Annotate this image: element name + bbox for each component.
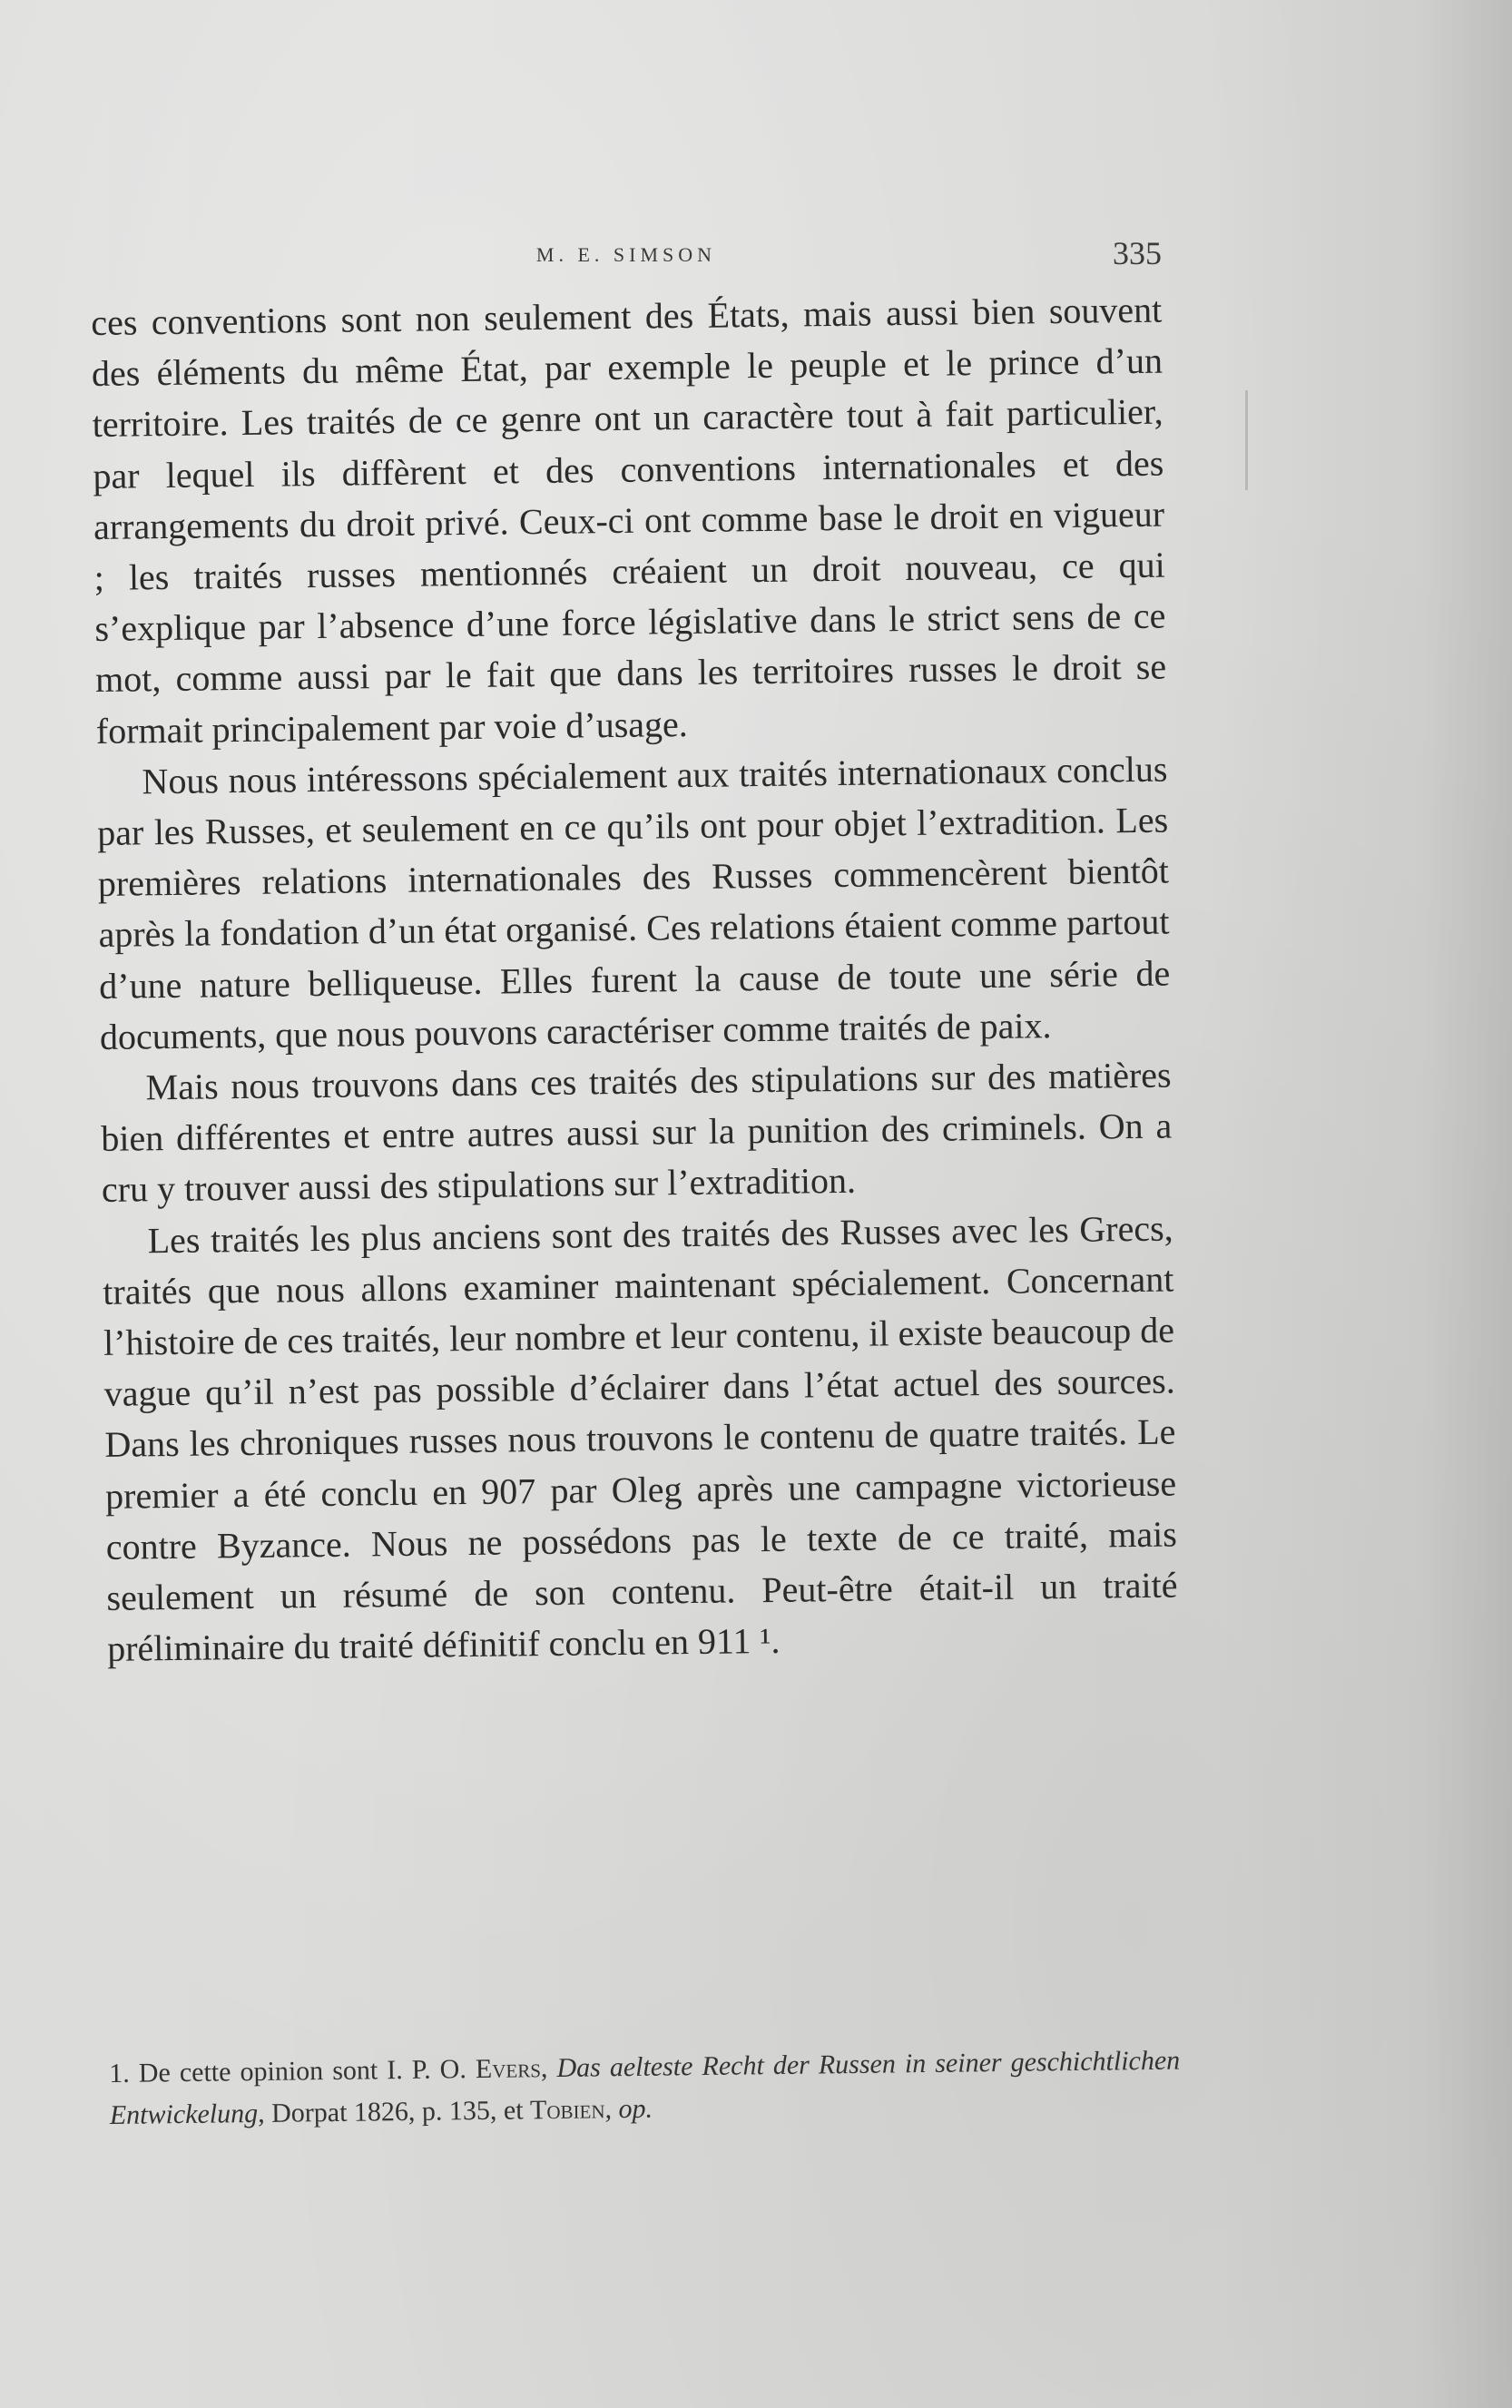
paragraph-4: Les traités les plus anciens sont des traités des Russes avec les Grecs, traités que nous allons examiner maintenant spécialement. Concernant l’histoire de ces traités, leur nombre et leur contenu, il existe beaucoup de vague qu’il n’est pas possible d’éclairer dans l’état actuel des sources. Dans les chroniques russes nous trouvons le contenu de quatre traités. Le premier a été conclu en 907 par Oleg après une campagne victorieuse contre Byzance. Nous ne possédons pas le texte de ce traité, mais seulement un résumé de son contenu. Peut-être était-il un traité préliminaire du traité définitif conclu en 911 ¹. — [103, 1207, 1178, 1670]
page-number: 335 — [1113, 235, 1162, 271]
running-title: M. E. SIMSON — [535, 243, 717, 266]
body-text — [91, 285, 1178, 1676]
footnote-number: 1. — [109, 2058, 130, 2089]
footnote-title: Das aelteste Recht der Russen in seiner geschichtlichen Entwickelung — [109, 2045, 1181, 2130]
footnote-trailing: , op. — [604, 2093, 653, 2125]
footnote-text: De cette opinion sont I. P. O. — [138, 2054, 467, 2089]
paragraph-1: ces conventions sont non seulement des États, mais aussi bien souvent des éléments du même État, par exemple le peuple et le prince d’un territoire. Les traités de ce genre ont un caractère tout à fait particulier, par lequel ils diffèrent et des conventions internationales et des arrangements du droit privé. Ceux-ci ont comme base le droit en vigueur ; les traités russes mentionnés créaient un droit nouveau, ce qui s’explique par l’absence d’une force législative dans le strict sens de ce mot, comme aussi par le fait que dans les territoires russes le droit se formait principalement par voie d’usage. — [91, 289, 1167, 752]
footnote: 1. De cette opinion sont I. P. O. Evers, Das aelteste Recht der Russen in seiner geschichtlichen Entwickelung, Dorpat 1826, p. 135, et Tobien, op. — [109, 2045, 1181, 2130]
footnote-second-author: Tobien — [529, 2094, 605, 2126]
paragraph-3: Mais nous trouvons dans ces traités des stipulations sur des matières bien différentes et entre autres aussi sur la punition des criminels. On a cru y trouver aussi des stipulations sur l’extradition. — [101, 1054, 1173, 1211]
footnote-author: Evers — [475, 2053, 542, 2085]
running-header — [91, 235, 1162, 280]
footnote-publication: , Dorpat 1826, p. 135, et — [257, 2095, 524, 2128]
paragraph-2: Nous nous intéressons spécialement aux traités internationaux conclus par les Russes, et seulement en ce qu’ils ont pour objet l’extradition. Les premières relations internationales des Russes commencèrent bientôt après la fondation d’un état organisé. Ces relations étaient comme partout d’une nature belliqueuse. Elles furent la cause de toute une série de documents, que nous pouvons caractériser comme traités de paix. — [96, 748, 1171, 1057]
scan-mark — [1245, 390, 1248, 490]
